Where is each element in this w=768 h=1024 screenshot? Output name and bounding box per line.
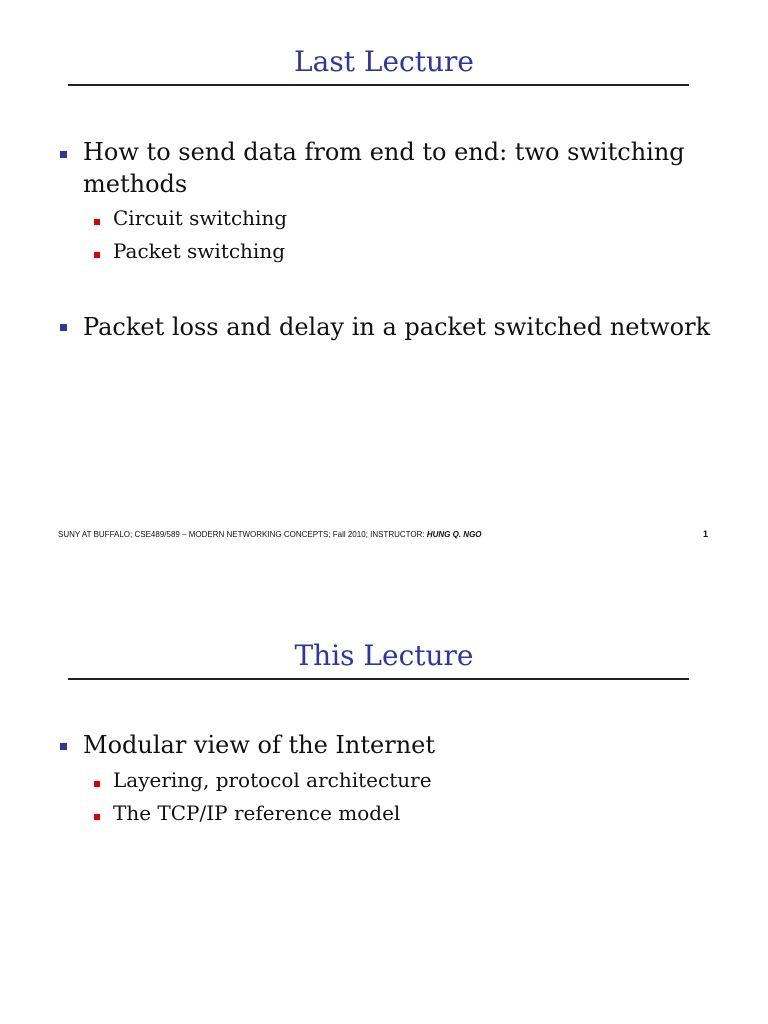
page-number: 1 bbox=[703, 529, 709, 539]
sub-bullet-layering: Layering, protocol architecture bbox=[113, 768, 432, 792]
slide-2-title: This Lecture bbox=[294, 639, 474, 672]
sub-bullet-marker bbox=[94, 252, 100, 258]
bullet-marker bbox=[60, 151, 67, 158]
sub-bullet-tcp-ip-model: The TCP/IP reference model bbox=[113, 801, 401, 825]
bullet-packet-loss: Packet loss and delay in a packet switched network bbox=[83, 313, 711, 341]
sub-bullet-marker bbox=[94, 781, 100, 787]
sub-bullet-marker bbox=[94, 814, 100, 820]
footer-instructor: HUNG Q. NGO bbox=[426, 530, 482, 539]
slide-footer bbox=[58, 530, 482, 539]
bullet-marker bbox=[60, 743, 67, 750]
slide-1-title-rule bbox=[68, 84, 689, 86]
slide-2-title-rule bbox=[68, 678, 689, 680]
sub-bullet-packet-switching: Packet switching bbox=[113, 239, 286, 263]
footer-course-info: SUNY AT BUFFALO; CSE489/589 – MODERN NETWORKING CONCEPTS; Fall 2010; INSTRUCTOR: bbox=[58, 530, 427, 539]
bullet-marker bbox=[60, 324, 67, 331]
bullet-modular-view: Modular view of the Internet bbox=[83, 731, 435, 759]
sub-bullet-circuit-switching: Circuit switching bbox=[113, 206, 288, 230]
bullet-send-data: How to send data from end to end: two switching methods bbox=[83, 138, 685, 198]
slide-1-title: Last Lecture bbox=[294, 45, 474, 78]
sub-bullet-marker bbox=[94, 219, 100, 225]
